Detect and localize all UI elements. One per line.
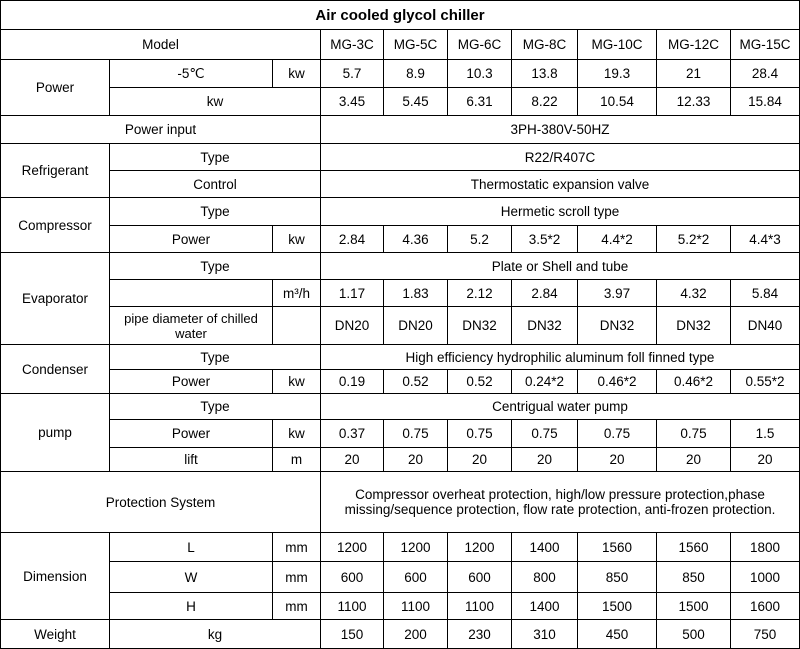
model-name: MG-15C: [731, 30, 800, 60]
value-cell: 20: [578, 448, 657, 472]
unit-cell: kw: [273, 226, 321, 253]
value-cell: 4.32: [657, 280, 731, 307]
model-name: MG-8C: [512, 30, 578, 60]
unit-cell: m: [273, 448, 321, 472]
group-label: pump: [1, 394, 110, 472]
row-label: Type: [110, 144, 321, 171]
value-cell: 8.9: [384, 60, 448, 88]
value-cell: 1.5: [731, 420, 800, 448]
value-cell: 20: [384, 448, 448, 472]
model-name: MG-12C: [657, 30, 731, 60]
table-row: [1, 370, 800, 394]
value-cell: 150: [321, 620, 384, 649]
value-cell: 2.84: [321, 226, 384, 253]
row-label: L: [110, 533, 273, 562]
group-label: Refrigerant: [1, 144, 110, 198]
value-cell: 1200: [384, 533, 448, 562]
row-label: Power: [110, 226, 273, 253]
value-cell: 3.97: [578, 280, 657, 307]
unit-cell: kg: [110, 620, 321, 649]
group-label: Dimension: [1, 533, 110, 620]
value-cell: 310: [512, 620, 578, 649]
table-row: [1, 420, 800, 448]
group-label: Weight: [1, 620, 110, 649]
value-cell: 20: [731, 448, 800, 472]
value-cell: 5.84: [731, 280, 800, 307]
empty-cell: [273, 307, 321, 345]
table-row: [1, 472, 800, 533]
table-row: [1, 593, 800, 620]
span-value-cell: Thermostatic expansion valve: [321, 171, 800, 198]
group-label: Evaporator: [1, 253, 110, 345]
row-label: W: [110, 562, 273, 593]
table-title: Air cooled glycol chiller: [1, 1, 800, 30]
table-row: [1, 171, 800, 198]
value-cell: 600: [321, 562, 384, 593]
table-row: [1, 280, 800, 307]
value-cell: 0.75: [384, 420, 448, 448]
table-row: [1, 307, 800, 345]
span-value-cell: Compressor overheat protection, high/low pressure protection,phase missing/sequence protection, flow rate protection, anti-frozen protection.: [321, 472, 800, 533]
value-cell: 0.46*2: [657, 370, 731, 394]
value-cell: 1500: [657, 593, 731, 620]
table-row: [1, 30, 800, 60]
value-cell: 800: [512, 562, 578, 593]
value-cell: 450: [578, 620, 657, 649]
row-label: Protection System: [1, 472, 321, 533]
table-row: [1, 253, 800, 280]
value-cell: 0.75: [448, 420, 512, 448]
unit-cell: mm: [273, 593, 321, 620]
unit-cell: m³/h: [273, 280, 321, 307]
table-row: [1, 562, 800, 593]
row-label: Power: [110, 370, 273, 394]
value-cell: 20: [321, 448, 384, 472]
value-cell: 3.5*2: [512, 226, 578, 253]
value-cell: 230: [448, 620, 512, 649]
row-label: pipe diameter of chilled water: [110, 307, 273, 345]
row-label: Power input: [1, 116, 321, 144]
table-row: [1, 620, 800, 649]
unit-cell: kw: [110, 88, 321, 116]
value-cell: 3.45: [321, 88, 384, 116]
value-cell: 1500: [578, 593, 657, 620]
row-label: Power: [110, 420, 273, 448]
model-name: MG-3C: [321, 30, 384, 60]
row-label: Type: [110, 345, 321, 370]
value-cell: 5.2*2: [657, 226, 731, 253]
row-label: -5℃: [110, 60, 273, 88]
value-cell: 0.75: [578, 420, 657, 448]
value-cell: 1.83: [384, 280, 448, 307]
value-cell: 1000: [731, 562, 800, 593]
table-row: [1, 448, 800, 472]
value-cell: 19.3: [578, 60, 657, 88]
span-value-cell: Plate or Shell and tube: [321, 253, 800, 280]
value-cell: 2.12: [448, 280, 512, 307]
span-value-cell: 3PH-380V-50HZ: [321, 116, 800, 144]
unit-cell: kw: [273, 420, 321, 448]
value-cell: 0.46*2: [578, 370, 657, 394]
value-cell: 0.75: [512, 420, 578, 448]
table-row: [1, 226, 800, 253]
value-cell: 850: [578, 562, 657, 593]
model-name: MG-6C: [448, 30, 512, 60]
table-row: [1, 345, 800, 370]
value-cell: 1560: [657, 533, 731, 562]
value-cell: DN40: [731, 307, 800, 345]
value-cell: 1400: [512, 533, 578, 562]
value-cell: 1100: [448, 593, 512, 620]
value-cell: 10.54: [578, 88, 657, 116]
group-label: Condenser: [1, 345, 110, 394]
value-cell: 5.7: [321, 60, 384, 88]
value-cell: 1100: [321, 593, 384, 620]
row-label: H: [110, 593, 273, 620]
value-cell: 4.4*2: [578, 226, 657, 253]
table-row: [1, 198, 800, 226]
value-cell: 4.4*3: [731, 226, 800, 253]
unit-cell: kw: [273, 370, 321, 394]
value-cell: 200: [384, 620, 448, 649]
empty-cell: [110, 280, 273, 307]
model-name: MG-10C: [578, 30, 657, 60]
value-cell: 850: [657, 562, 731, 593]
value-cell: 0.19: [321, 370, 384, 394]
value-cell: 1200: [448, 533, 512, 562]
value-cell: 20: [657, 448, 731, 472]
value-cell: DN20: [384, 307, 448, 345]
value-cell: 600: [384, 562, 448, 593]
value-cell: 20: [512, 448, 578, 472]
value-cell: DN32: [578, 307, 657, 345]
span-value-cell: R22/R407C: [321, 144, 800, 171]
value-cell: 750: [731, 620, 800, 649]
value-cell: 1100: [384, 593, 448, 620]
span-value-cell: Hermetic scroll type: [321, 198, 800, 226]
value-cell: 28.4: [731, 60, 800, 88]
value-cell: DN32: [657, 307, 731, 345]
row-label: Control: [110, 171, 321, 198]
value-cell: 8.22: [512, 88, 578, 116]
value-cell: 1.17: [321, 280, 384, 307]
value-cell: DN32: [512, 307, 578, 345]
value-cell: 4.36: [384, 226, 448, 253]
value-cell: 0.75: [657, 420, 731, 448]
value-cell: DN20: [321, 307, 384, 345]
unit-cell: mm: [273, 562, 321, 593]
value-cell: 0.37: [321, 420, 384, 448]
table-row: [1, 533, 800, 562]
value-cell: 2.84: [512, 280, 578, 307]
value-cell: 1600: [731, 593, 800, 620]
value-cell: 15.84: [731, 88, 800, 116]
value-cell: 0.52: [448, 370, 512, 394]
value-cell: 1200: [321, 533, 384, 562]
unit-cell: kw: [273, 60, 321, 88]
row-label: Type: [110, 198, 321, 226]
value-cell: 21: [657, 60, 731, 88]
row-label: lift: [110, 448, 273, 472]
value-cell: 6.31: [448, 88, 512, 116]
value-cell: 12.33: [657, 88, 731, 116]
table-row: [1, 60, 800, 88]
value-cell: 5.45: [384, 88, 448, 116]
group-label: Compressor: [1, 198, 110, 253]
group-label: Power: [1, 60, 110, 116]
model-name: MG-5C: [384, 30, 448, 60]
unit-cell: mm: [273, 533, 321, 562]
value-cell: 1560: [578, 533, 657, 562]
table-row: [1, 88, 800, 116]
value-cell: 500: [657, 620, 731, 649]
table-row: [1, 144, 800, 171]
row-label: Model: [1, 30, 321, 60]
value-cell: DN32: [448, 307, 512, 345]
value-cell: 13.8: [512, 60, 578, 88]
table-row: [1, 116, 800, 144]
row-label: Type: [110, 253, 321, 280]
value-cell: 1400: [512, 593, 578, 620]
row-label: Type: [110, 394, 321, 420]
value-cell: 0.55*2: [731, 370, 800, 394]
span-value-cell: High efficiency hydrophilic aluminum foll finned type: [321, 345, 800, 370]
value-cell: 20: [448, 448, 512, 472]
value-cell: 0.52: [384, 370, 448, 394]
value-cell: 10.3: [448, 60, 512, 88]
value-cell: 0.24*2: [512, 370, 578, 394]
value-cell: 1800: [731, 533, 800, 562]
value-cell: 5.2: [448, 226, 512, 253]
span-value-cell: Centrigual water pump: [321, 394, 800, 420]
table-row: [1, 394, 800, 420]
value-cell: 600: [448, 562, 512, 593]
